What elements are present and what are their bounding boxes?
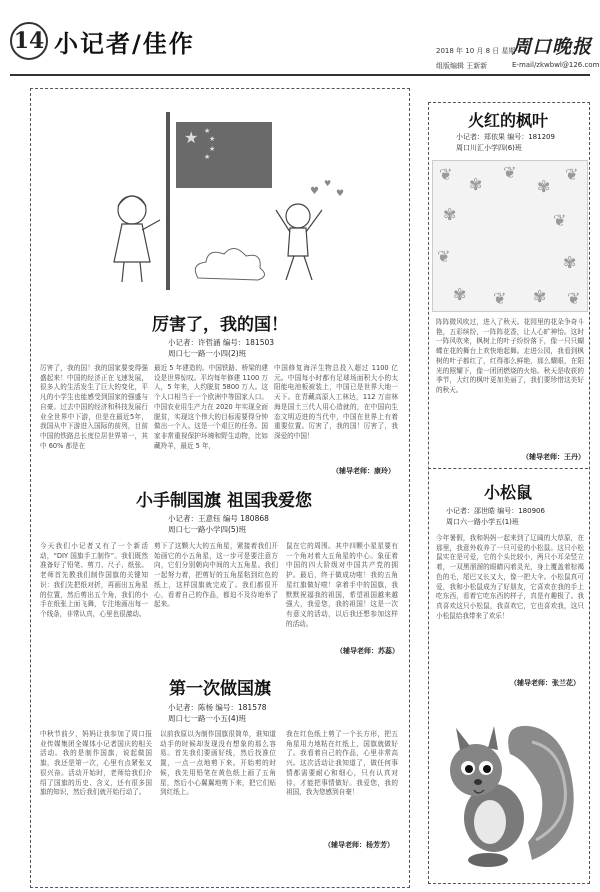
- article-title: 小松鼠: [483, 483, 532, 502]
- heart-balloons-icon: [310, 180, 344, 199]
- girl-illustration: [114, 196, 160, 282]
- layout-editor: 组版编辑 王新新: [436, 62, 488, 70]
- article-column: 厉害了，我的国！我的国家要变得强盛起来！中国的经济正在飞速发展，很多人的生活发生了巨大的变化，平凡的小学生也能感受到国家的强盛与自豪。过去中国的经济和科技发展行业全世界中下游，但是在最近5年，我国从中下游进入国际的前列，目前中国的铁路总长度位居世界第一，其中 60% 都是在: [40, 364, 148, 450]
- article-author: 小记者：郑依果 编号：181209: [456, 133, 555, 141]
- article-title: 厉害了，我的国！: [152, 315, 288, 335]
- boy-illustration: [276, 204, 322, 280]
- article-column: 我在红色纸上剪了一个长方形，把五角星用力地粘在红纸上，国旗就做好了。我看着自己的作品，心里非常高兴。这次活动让我知道了，做任何事情都需要耐心和细心，只有认真对待，才能把事情做好。我爱您，我的祖国，我为您感到自豪！: [286, 730, 398, 797]
- page-number: 14: [10, 22, 48, 60]
- article-column: 剪下了这颗大大的五角星，紧接着我们开始画它的小五角星，这一步可是要注意方向，它们分别朝向中间的大五角星。我们一起努力着，把剪好的五角星粘到红色的纸上，这样国旗就完成了。我们都很开心，看着自己的作品，都迫不及待地举了起来。: [154, 542, 278, 609]
- issue-date: 2018 年 10 月 8 日 星期一: [436, 47, 523, 55]
- teacher-credit: （辅导老师：王丹）: [522, 453, 585, 461]
- article-school: 周口七一路一小四(2)班: [168, 349, 247, 358]
- article-column: 最近 5 年建造的。中国铁路、桥梁的建设是世界惊叹。平均每年修建 1100 万人，5 年来，人约脱贫 5800 万人。这个人口相当于一个欧洲中等国家人口。中国农业用生产力在 2020 年实现全面脱贫，实现这个伟大的目标需要得分钟做出一个人。这是一个艰巨的任务。国家非常重视保护环境和野生动物，比如藏羚羊，最近 5 年，: [154, 364, 268, 450]
- header-rule: [10, 74, 590, 76]
- maple-leaf-icon: ❦ ✾ ❦ ✾ ❦ ✾ ❦ ❦ ✾ ✾ ❦ ✾ ❦: [432, 160, 588, 312]
- article-title: 第一次做国旗: [169, 679, 271, 699]
- article-title: 小手制国旗 祖国我爱您: [136, 491, 312, 511]
- article-title: 火红的枫叶: [467, 111, 548, 130]
- teacher-credit: （辅导老师：张兰花）: [510, 679, 580, 687]
- svg-text:♥: ♥: [324, 180, 332, 188]
- article-author: 小记者：邵世皓 编号：180906: [446, 507, 545, 515]
- svg-text:♥: ♥: [310, 186, 319, 197]
- china-flag-icon: ★ ★ ★ ★ ★: [176, 122, 272, 188]
- teacher-credit: （辅导老师：苏蕊）: [336, 647, 399, 655]
- teacher-credit: （辅导老师：杨芳芳）: [324, 841, 394, 849]
- article-author: 小记者：许哲涵 编号：181503: [168, 338, 275, 347]
- contact-email: E-mail/zkwbwl@126.com: [512, 61, 600, 69]
- article-column: 鼠在它的周围。其中四颗小星星要有一个角对着大五角星的中心。象征着中国的四大阶级对中国共产党的拥护。最后，终于做成功啦！我的五角星红旗做好啦！拿着手中的国旗，我默默祝福我的祖国，希望祖国越来越强大，我爱您，我的祖国！这是一次有意义的活动，以后我还想参加这样的活动。: [286, 542, 398, 628]
- article-school: 周口六一路小学五(1)班: [446, 518, 519, 526]
- right-divider: [428, 468, 588, 470]
- article-column: 今年暑假，我和妈妈一起来到了辽阔的大草原，在那里，我意外收养了一只可爱的小松鼠。这只小松鼠实在是可爱，它的个头比较小，两只小耳朵竖立着，一双黑溜溜的眼睛闪着灵光，身上覆盖着棕褐色的毛，尾巴又长又大，像一把大伞。小松鼠真可爱，我和小松鼠成为了好朋友，它喜欢在我的手上吃东西，看着它吃东西的样子，真是有趣极了。我真喜欢这只小松鼠，我喜欢它，它也喜欢我，这只小松鼠给我带来了欢乐！: [436, 534, 584, 620]
- article-column: 中秋节前夕，妈妈让我参加了周口报业传媒集团全媒体小记者国庆的相关活动。我的是制作国旗，说起做国旗，我还是第一次，心里有点紧张又很兴奋。活动开始时，老师给我们介绍了国旗的历史、含义，还有很多国旗的知识，然后我们就开始行动了。: [40, 730, 152, 797]
- teacher-credit: （辅导老师：康玲）: [332, 467, 395, 475]
- article-column: 以前我原以为制作国旗很简单，谁知道动手的时候却发现没有想象的那么容易。首先我们要画好线，然后找准位置，一点一点地剪下来。开始剪的时候，我先用铅笔在黄色纸上画了五角星，然后小心翼翼地剪下来，把它们贴到红纸上。: [160, 730, 276, 797]
- article-column: 阵阵微风吹过，进入了秋天。花园里的花朵争奇斗艳，五彩缤纷，一阵阵花香，让人心旷神怡。这时一阵风吹来，枫树上的叶子纷纷落下，像一只只蝴蝶在花的舞台上欢快地起舞。走进公园，我看到枫树的叶子都红了，红得那么鲜艳，那么耀眼，在阳光的照耀下，像一团团燃烧的火焰。秋天是收获的季节，大红的枫叶更加美丽了，我们要珍惜这美好的秋天。: [436, 318, 584, 394]
- section-title: 小记者/佳作: [54, 30, 195, 58]
- article-column: 中国修复海洋生物总投入超过 1100 亿元。中国每小时都有足球场面积大小的太阳能电池板被装上，中国已是世界大地一天下。在青藏高原人工林达，112 万亩林海是国土三代人用心造就的，在中国向生态文明迈进的当代中，中国在世界上有着重要位置。厉害了，我的国！厉害了，我深爱的中国！: [274, 364, 398, 440]
- article-school: 周口七一路小学四(5)班: [168, 525, 247, 534]
- article-school: 周口川汇小学四(6)班: [456, 144, 522, 152]
- article-column: 今天我们小记者又有了一个新活动，“DIY 国旗手工制作”。我们既然准备好了铅笔、剪刀、尺子、纸张。老师首先教我们制作国旗的关键知识：我们先把纸对折，再画出五角星的位置，然后剪出五个角，我们的小手在纸张上面飞舞，专注地画出每一个线条，非常认真，心里也很激动。: [40, 542, 148, 618]
- article-author: 小记者：王意钰 编号 180868: [168, 514, 269, 523]
- article-school: 周口七一路一小五(4)班: [168, 714, 247, 723]
- squirrel-illustration: [432, 690, 586, 880]
- children-illustration: [110, 180, 370, 290]
- cloud-icon: [195, 248, 264, 280]
- newspaper-brand: 周口晚报: [512, 36, 593, 58]
- svg-text:♥: ♥: [336, 189, 345, 199]
- article-author: 小记者：陈杨 编号：181578: [168, 703, 267, 712]
